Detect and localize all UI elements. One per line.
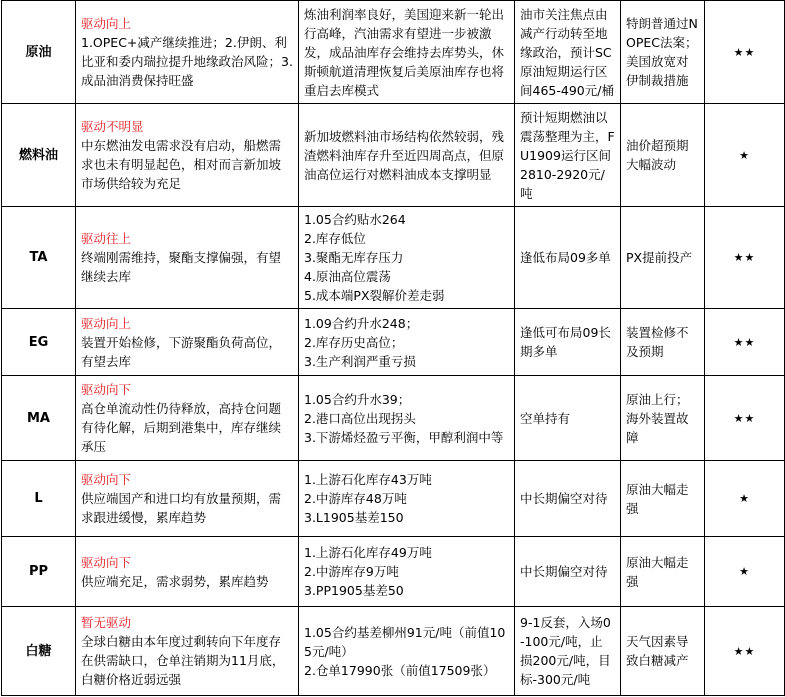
risk-cell: 油价超预期大幅波动 <box>621 104 705 207</box>
strategy-cell: 9-1反套，入场0-100元/吨，止损200元/吨，目标-300元/吨 <box>515 607 621 696</box>
detail-item: 4.原油高位震荡 <box>304 269 391 284</box>
driver-direction: 驱动向下 <box>81 554 132 570</box>
driver-cell <box>76 104 299 207</box>
driver-direction: 驱动向上 <box>81 16 132 31</box>
table-row <box>2 104 785 207</box>
driver-cell <box>76 207 299 309</box>
driver-text: 装置开始检修，下游聚酯负荷高位，有望去库 <box>81 334 282 369</box>
driver-direction: 驱动不明显 <box>81 119 144 134</box>
commodity-name: TA <box>2 207 76 309</box>
table-row <box>2 1 785 104</box>
detail-cell <box>299 104 515 207</box>
commodity-strategy-table <box>1 0 785 696</box>
detail-item: 1.05合约基差柳州91元/吨（前值105元/吨） <box>304 624 506 659</box>
driver-cell <box>76 376 299 461</box>
detail-cell <box>299 461 515 537</box>
driver-cell <box>76 461 299 537</box>
driver-text: 中东燃油发电需求没有启动，船燃需求也未有明显起色，相对而言新加坡市场供给较为充足 <box>81 138 282 191</box>
commodity-name: 白糖 <box>2 607 76 696</box>
table-row <box>2 537 785 607</box>
driver-direction: 驱动向下 <box>81 382 132 397</box>
risk-cell: 原油大幅走强 <box>621 537 705 607</box>
commodity-name: 燃料油 <box>2 104 76 207</box>
detail-cell <box>299 537 515 607</box>
rating-stars: ★ <box>705 461 785 537</box>
detail-item: 2.中游库存48万吨 <box>304 491 407 506</box>
driver-text: 全球白糖由本年度过剩转向下年度存在供需缺口，仓单注销期为11月底，白糖价格近弱远强 <box>81 634 285 687</box>
driver-cell <box>76 1 299 104</box>
commodity-name: L <box>2 461 76 537</box>
detail-item: 3.L1905基差150 <box>304 510 404 525</box>
driver-direction: 暂无驱动 <box>81 615 132 630</box>
strategy-cell: 逢低可布局09长期多单 <box>515 309 621 376</box>
driver-text: 1.OPEC+减产继续推进；2.伊朗、利比亚和委内瑞拉提升地缘政治风险；3.成品油消费保持旺盛 <box>81 35 293 88</box>
detail-cell <box>299 607 515 696</box>
driver-direction: 驱动往上 <box>81 231 132 246</box>
detail-item: 3.下游烯烃盈亏平衡，甲醇利润中等 <box>304 429 504 445</box>
risk-cell: 特朗普通过NOPEC法案；美国放宽对伊制裁措施 <box>621 1 705 104</box>
detail-item: 2.库存历史高位； <box>304 334 404 350</box>
detail-item: 1.上游石化库存49万吨 <box>304 545 432 560</box>
table-row <box>2 461 785 537</box>
detail-item: 3.PP1905基差50 <box>304 583 404 598</box>
rating-stars: ★★ <box>705 207 785 309</box>
detail-item: 2.中游库存9万吨 <box>304 564 399 579</box>
detail-text: 炼油利润率良好，美国迎来新一轮出行高峰，汽油需求有望进一步被激发，成品油库存会维持去库势头，休斯顿航道清理恢复后美原油库存也将重启去库模式 <box>304 6 505 98</box>
table-row <box>2 607 785 696</box>
detail-text: 新加坡燃料油市场结构依然较弱，残渣燃料油库存升至近四周高点，但原油高位运行对燃料油成本支撑明显 <box>304 128 505 182</box>
strategy-cell: 中长期偏空对待 <box>515 537 621 607</box>
detail-item: 3.生产利润严重亏损 <box>304 353 416 369</box>
rating-stars: ★★ <box>705 309 785 376</box>
risk-cell: 原油上行；海外装置故障 <box>621 376 705 461</box>
strategy-cell: 预计短期燃油以震荡整理为主，FU1909运行区间2810-2920元/吨 <box>515 104 621 207</box>
table-row <box>2 309 785 376</box>
risk-cell: 原油大幅走强 <box>621 461 705 537</box>
detail-item: 1.上游石化库存43万吨 <box>304 472 432 487</box>
detail-item: 1.05合约贴水264 <box>304 212 406 227</box>
commodity-name: PP <box>2 537 76 607</box>
detail-cell <box>299 207 515 309</box>
detail-item: 2.仓单17990张（前值17509张） <box>304 662 496 678</box>
detail-item: 1.05合约升水39； <box>304 391 411 407</box>
risk-cell: 装置检修不及预期 <box>621 309 705 376</box>
detail-cell <box>299 309 515 376</box>
commodity-name: MA <box>2 376 76 461</box>
rating-stars: ★★ <box>705 1 785 104</box>
detail-item: 3.聚酯无库存压力 <box>304 250 404 265</box>
strategy-cell: 空单持有 <box>515 376 621 461</box>
detail-item: 2.库存低位 <box>304 231 366 246</box>
strategy-cell: 中长期偏空对待 <box>515 461 621 537</box>
rating-stars: ★ <box>705 537 785 607</box>
detail-cell <box>299 1 515 104</box>
rating-stars: ★★ <box>705 376 785 461</box>
detail-cell <box>299 376 515 461</box>
risk-cell: 天气因素导致白糖减产 <box>621 607 705 696</box>
commodity-name: EG <box>2 309 76 376</box>
rating-stars: ★ <box>705 104 785 207</box>
driver-text: 供应端国产和进口均有放量预期，需求跟进缓慢，累库趋势 <box>81 491 282 525</box>
driver-direction: 驱动向上 <box>81 315 132 331</box>
table-row <box>2 207 785 309</box>
table-row <box>2 376 785 461</box>
driver-cell <box>76 607 299 696</box>
detail-item: 1.09合约升水248； <box>304 315 419 331</box>
detail-item: 2.港口高位出现拐头 <box>304 410 416 426</box>
driver-text: 终端刚需维持，聚酯支撑偏强，有望继续去库 <box>81 250 282 284</box>
rating-stars: ★★ <box>705 607 785 696</box>
strategy-cell: 油市关注焦点由减产行动转至地缘政治，预计SC原油短期运行区间465-490元/桶 <box>515 1 621 104</box>
driver-text: 高仓单流动性仍待释放，高持仓问题有待化解，后期到港集中，库存继续承压 <box>81 401 282 454</box>
commodity-name: 原油 <box>2 1 76 104</box>
driver-direction: 驱动向下 <box>81 472 132 487</box>
strategy-cell: 逢低布局09多单 <box>515 207 621 309</box>
driver-text: 供应端充足，需求弱势，累库趋势 <box>81 573 269 589</box>
driver-cell <box>76 309 299 376</box>
risk-cell: PX提前投产 <box>621 207 705 309</box>
driver-cell <box>76 537 299 607</box>
detail-item: 5.成本端PX裂解价差走弱 <box>304 288 445 303</box>
